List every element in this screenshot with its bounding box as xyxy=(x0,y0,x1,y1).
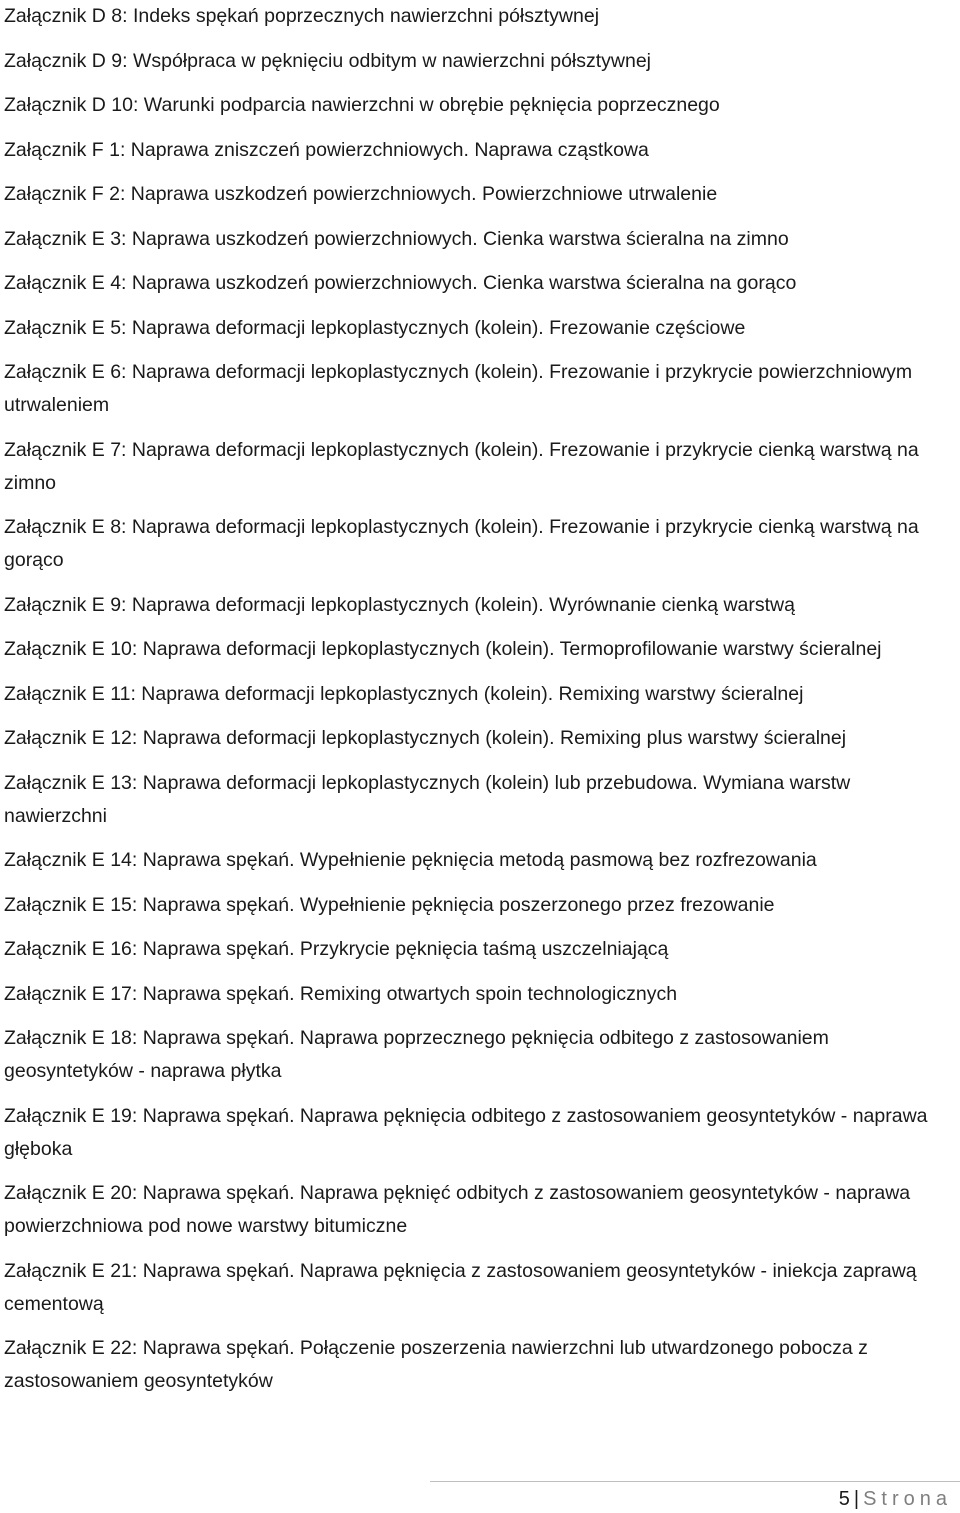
annex-entry-e15: Załącznik E 15: Naprawa spękań. Wypełnienie pęknięcia poszerzonego przez frezowanie xyxy=(4,893,775,916)
annex-entry-e22: Załącznik E 22: Naprawa spękań. Połączenie poszerzenia nawierzchni lub utwardzonego pobocza z zastosowaniem geosyntetyków xyxy=(4,1337,868,1392)
annex-entry-e21: Załącznik E 21: Naprawa spękań. Naprawa pęknięcia z zastosowaniem geosyntetyków - iniekcja zaprawą cementową xyxy=(4,1259,917,1315)
annex-entry-d10: Załącznik D 10: Warunki podparcia nawierzchni w obrębie pęknięcia poprzecznego xyxy=(4,94,720,116)
page-word-label: Strona xyxy=(863,1488,952,1510)
annex-entry-f1: Załącznik F 1: Naprawa zniszczeń powierzchniowych. Naprawa cząstkowa xyxy=(4,138,649,161)
annex-entry-e20: Załącznik E 20: Naprawa spękań. Naprawa pęknięć odbitych z zastosowaniem geosyntetyków - naprawa powierzchniowa pod nowe warstwy bitumiczne xyxy=(4,1182,911,1237)
annex-entry-e3: Załącznik E 3: Naprawa uszkodzeń powierzchniowych. Cienka warstwa ścieralna na zimno xyxy=(4,227,789,250)
footer-divider xyxy=(430,1481,960,1482)
annex-entry-e17: Załącznik E 17: Naprawa spękań. Remixing otwartych spoin technologicznych xyxy=(4,982,678,1005)
annex-entry-e14: Załącznik E 14: Naprawa spękań. Wypełnienie pęknięcia metodą pasmową bez rozfrezowania xyxy=(4,849,817,871)
annex-entry-e10: Załącznik E 10: Naprawa deformacji lepkoplastycznych (kolein). Termoprofilowanie warstwy ścieralnej xyxy=(4,638,882,660)
annex-entry-e12: Załącznik E 12: Naprawa deformacji lepkoplastycznych (kolein). Remixing plus warstwy ścieralnej xyxy=(4,727,847,749)
annex-entry-e16: Załącznik E 16: Naprawa spękań. Przykrycie pęknięcia taśmą uszczelniającą xyxy=(4,938,669,960)
page-number: 5 xyxy=(838,1488,850,1510)
page-footer xyxy=(839,1486,952,1512)
annex-entry-d9: Załącznik D 9: Współpraca w pęknięciu odbitym w nawierzchni półsztywnej xyxy=(4,49,652,72)
annex-list xyxy=(4,0,949,1410)
annex-entry-d8: Załącznik D 8: Indeks spękań poprzecznych nawierzchni półsztywnej xyxy=(4,5,600,27)
annex-entry-e6: Załącznik E 6: Naprawa deformacji lepkoplastycznych (kolein). Frezowanie i przykrycie powierzchniowym utrwaleniem xyxy=(4,361,913,416)
annex-entry-e4: Załącznik E 4: Naprawa uszkodzeń powierzchniowych. Cienka warstwa ścieralna na gorąco xyxy=(4,272,797,294)
annex-entry-e11: Załącznik E 11: Naprawa deformacji lepkoplastycznych (kolein). Remixing warstwy ścieralnej xyxy=(4,682,804,705)
annex-entry-e13: Załącznik E 13: Naprawa deformacji lepkoplastycznych (kolein) lub przebudowa. Wymiana warstw nawierzchni xyxy=(4,771,851,827)
annex-entry-e18: Załącznik E 18: Naprawa spękań. Naprawa poprzecznego pęknięcia odbitego z zastosowaniem geosyntetyków - naprawa płytka xyxy=(4,1027,829,1082)
annex-entry-e5: Załącznik E 5: Naprawa deformacji lepkoplastycznych (kolein). Frezowanie częściowe xyxy=(4,316,746,339)
annex-entry-e7: Załącznik E 7: Naprawa deformacji lepkoplastycznych (kolein). Frezowanie i przykrycie cienką warstwą na zimno xyxy=(4,438,919,494)
annex-entry-e19: Załącznik E 19: Naprawa spękań. Naprawa pęknięcia odbitego z zastosowaniem geosyntetyków - naprawa głęboka xyxy=(4,1104,928,1160)
footer-separator: | xyxy=(853,1488,860,1510)
annex-entry-e8: Załącznik E 8: Naprawa deformacji lepkoplastycznych (kolein). Frezowanie i przykrycie cienką warstwą na gorąco xyxy=(4,516,919,571)
annex-entry-f2: Załącznik F 2: Naprawa uszkodzeń powierzchniowych. Powierzchniowe utrwalenie xyxy=(4,183,718,205)
annex-entry-e9: Załącznik E 9: Naprawa deformacji lepkoplastycznych (kolein). Wyrównanie cienką warstwą xyxy=(4,593,795,616)
